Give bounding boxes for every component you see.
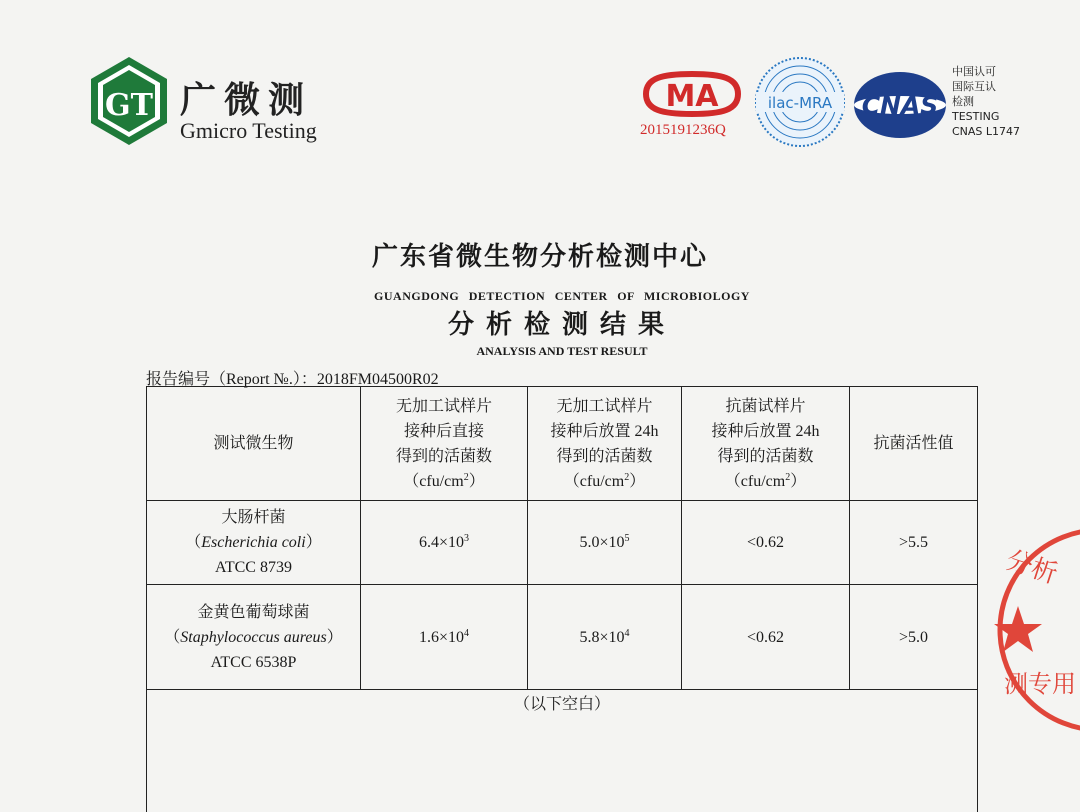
organism-name-latin: （Escherichia coli）: [147, 530, 360, 555]
report-number: 报告编号（Report №.）：2018FM04500R02: [146, 366, 439, 389]
value-cell: $1.6\times 10^4$: [361, 585, 528, 690]
hexagon-logo-icon: [88, 55, 170, 147]
value-cell: $5.8\times 10^4$: [528, 585, 682, 690]
brand-name-cn: 广微测: [180, 72, 312, 123]
cma-text: MA: [665, 79, 719, 114]
cma-mark-icon: [640, 68, 745, 120]
blank-row: [147, 690, 978, 812]
unit-text: $(cfu/cm^2)$: [361, 469, 527, 494]
org-title-en: GUANGDONG DETECTION CENTER OF MICROBIOLOGY: [0, 289, 1080, 304]
doc-title-en: ANALYSIS AND TEST RESULT: [0, 344, 1080, 359]
cnas-accreditation-text: [952, 64, 1020, 139]
header-text: 得到的活菌数: [682, 444, 849, 469]
org-title-cn: 广东省微生物分析检测中心: [0, 236, 1080, 273]
header-text: 无加工试样片: [361, 394, 527, 419]
header-cell-activity: [850, 387, 978, 501]
unit-text: $(cfu/cm^2)$: [682, 469, 849, 494]
brand-name-en: Gmicro Testing: [180, 118, 317, 144]
cnas-line: 国际互认: [952, 79, 1020, 94]
unit-text: $(cfu/cm^2)$: [528, 469, 681, 494]
organism-cell: [147, 585, 361, 690]
organism-strain: ATCC 6538P: [147, 650, 360, 675]
cnas-line: TESTING: [952, 109, 1020, 124]
header-cell-treated-24h: [682, 387, 850, 501]
header-text: 测试微生物: [147, 431, 360, 456]
value-cell: <0.62: [682, 501, 850, 585]
value-cell: <0.62: [682, 585, 850, 690]
organism-cell: [147, 501, 361, 585]
header-text: 接种后放置 24h: [528, 419, 681, 444]
gmicro-logo: [88, 55, 170, 152]
results-table: [146, 386, 978, 812]
activity-cell: >5.5: [850, 501, 978, 585]
header-text: 抗菌活性值: [850, 431, 977, 456]
table-row: [147, 585, 978, 690]
header-text: 无加工试样片: [528, 394, 681, 419]
header-text: 接种后直接: [361, 419, 527, 444]
cnas-line: CNAS L1747: [952, 124, 1020, 139]
organism-name-cn: 大肠杆菌: [147, 505, 360, 530]
value-cell: $6.4\times 10^3$: [361, 501, 528, 585]
cnas-line: 检测: [952, 94, 1020, 109]
cnas-line: 中国认可: [952, 64, 1020, 79]
ilac-mra-icon: [754, 56, 846, 148]
table-row: [147, 501, 978, 585]
header-cell-organism: [147, 387, 361, 501]
header-text: 得到的活菌数: [528, 444, 681, 469]
activity-cell: >5.0: [850, 585, 978, 690]
header-cell-control-24h: [528, 387, 682, 501]
red-seal-icon: [990, 520, 1080, 740]
organism-name-cn: 金黄色葡萄球菌: [147, 600, 360, 625]
blank-note: （以下空白）: [147, 690, 978, 812]
cnas-mark-icon: [852, 70, 948, 140]
seal-text-bottom: 测专用: [1004, 670, 1076, 698]
doc-title-cn: 分析检测结果: [0, 304, 1080, 341]
cma-number: 2015191236Q: [640, 122, 726, 139]
header-cell-control-initial: [361, 387, 528, 501]
logo-mark-text: GT: [105, 88, 154, 123]
cnas-text: CNAS: [862, 91, 939, 120]
organism-strain: ATCC 8739: [147, 555, 360, 580]
table-header-row: [147, 387, 978, 501]
organism-name-latin: （Staphylococcus aureus）: [147, 625, 360, 650]
ilac-text: ilac-MRA: [768, 94, 833, 112]
header-text: 抗菌试样片: [682, 394, 849, 419]
value-cell: $5.0\times 10^5$: [528, 501, 682, 585]
header-text: 接种后放置 24h: [682, 419, 849, 444]
header-text: 得到的活菌数: [361, 444, 527, 469]
seal-text-top: 分析: [1002, 545, 1061, 590]
